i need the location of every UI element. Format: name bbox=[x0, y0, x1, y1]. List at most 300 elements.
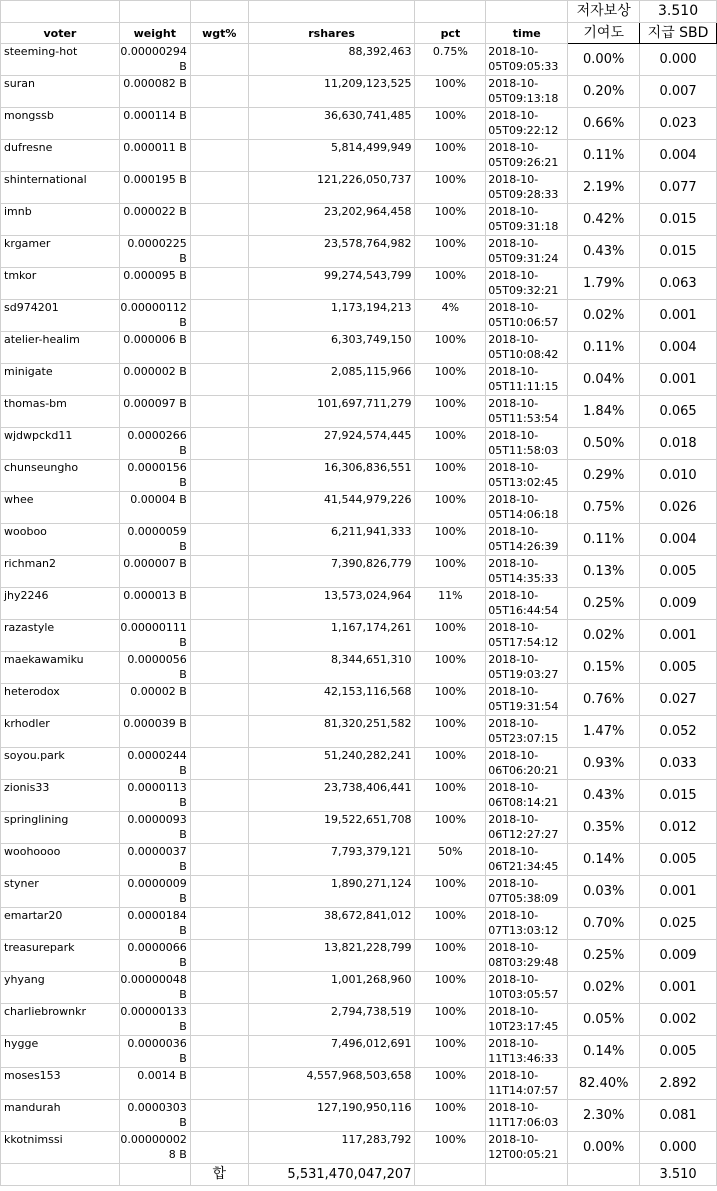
cell-pct: 4% bbox=[415, 300, 486, 332]
cell-weight: 0.0000056 B bbox=[119, 652, 190, 684]
cell-sbd: 0.033 bbox=[640, 748, 717, 780]
cell-weight: 0.00000048 B bbox=[119, 972, 190, 1004]
cell-pct: 100% bbox=[415, 76, 486, 108]
cell-pct: 100% bbox=[415, 204, 486, 236]
cell-weight: 0.0014 B bbox=[119, 1068, 190, 1100]
cell-sbd: 0.009 bbox=[640, 588, 717, 620]
cell-voter: dufresne bbox=[1, 140, 120, 172]
cell-voter: charliebrownkr bbox=[1, 1004, 120, 1036]
cell-rshares: 6,211,941,333 bbox=[248, 524, 415, 556]
table-row bbox=[1, 428, 717, 460]
cell-time: 2018-10-12T00:05:21 bbox=[486, 1132, 568, 1164]
blank-cell bbox=[119, 1, 190, 23]
cell-contrib: 0.75% bbox=[568, 492, 640, 524]
cell-contrib: 0.03% bbox=[568, 876, 640, 908]
cell-voter: hygge bbox=[1, 1036, 120, 1068]
cell-rshares: 99,274,543,799 bbox=[248, 268, 415, 300]
cell-rshares: 41,544,979,226 bbox=[248, 492, 415, 524]
cell-voter: suran bbox=[1, 76, 120, 108]
cell-sbd: 0.005 bbox=[640, 1036, 717, 1068]
header-voter: voter bbox=[1, 23, 120, 44]
cell-voter: sd974201 bbox=[1, 300, 120, 332]
cell-weight: 0.00000294 B bbox=[119, 44, 190, 76]
cell-time: 2018-10-11T17:06:03 bbox=[486, 1100, 568, 1132]
cell-pct: 100% bbox=[415, 748, 486, 780]
cell-contrib: 0.42% bbox=[568, 204, 640, 236]
cell-sbd: 0.015 bbox=[640, 204, 717, 236]
cell-weight: 0.000002 B bbox=[119, 364, 190, 396]
table-row bbox=[1, 908, 717, 940]
cell-sbd: 0.007 bbox=[640, 76, 717, 108]
blank-cell bbox=[486, 1164, 568, 1186]
cell-voter: jhy2246 bbox=[1, 588, 120, 620]
cell-wgt bbox=[190, 108, 248, 140]
header-pct: pct bbox=[415, 23, 486, 44]
cell-wgt bbox=[190, 844, 248, 876]
summary-label: 합 bbox=[190, 1164, 248, 1186]
cell-wgt bbox=[190, 524, 248, 556]
cell-voter: shinternational bbox=[1, 172, 120, 204]
cell-sbd: 0.018 bbox=[640, 428, 717, 460]
cell-contrib: 0.15% bbox=[568, 652, 640, 684]
cell-time: 2018-10-07T05:38:09 bbox=[486, 876, 568, 908]
cell-weight: 0.00000002 8 B bbox=[119, 1132, 190, 1164]
blank-cell bbox=[190, 1, 248, 23]
cell-sbd: 0.077 bbox=[640, 172, 717, 204]
cell-rshares: 23,578,764,982 bbox=[248, 236, 415, 268]
cell-time: 2018-10-05T10:08:42 bbox=[486, 332, 568, 364]
cell-pct: 100% bbox=[415, 812, 486, 844]
cell-contrib: 0.35% bbox=[568, 812, 640, 844]
cell-wgt bbox=[190, 812, 248, 844]
cell-time: 2018-10-05T09:31:24 bbox=[486, 236, 568, 268]
cell-time: 2018-10-05T09:28:33 bbox=[486, 172, 568, 204]
cell-pct: 100% bbox=[415, 364, 486, 396]
table-row bbox=[1, 588, 717, 620]
cell-wgt bbox=[190, 140, 248, 172]
cell-time: 2018-10-05T14:35:33 bbox=[486, 556, 568, 588]
cell-voter: razastyle bbox=[1, 620, 120, 652]
table-row bbox=[1, 876, 717, 908]
cell-contrib: 0.76% bbox=[568, 684, 640, 716]
cell-wgt bbox=[190, 492, 248, 524]
cell-sbd: 0.001 bbox=[640, 972, 717, 1004]
reward-value: 3.510 bbox=[640, 1, 717, 23]
table-row bbox=[1, 140, 717, 172]
cell-voter: soyou.park bbox=[1, 748, 120, 780]
cell-time: 2018-10-06T12:27:27 bbox=[486, 812, 568, 844]
cell-contrib: 0.66% bbox=[568, 108, 640, 140]
cell-pct: 100% bbox=[415, 332, 486, 364]
cell-rshares: 19,522,651,708 bbox=[248, 812, 415, 844]
cell-contrib: 0.11% bbox=[568, 524, 640, 556]
cell-weight: 0.0000059 B bbox=[119, 524, 190, 556]
cell-time: 2018-10-05T11:11:15 bbox=[486, 364, 568, 396]
table-row bbox=[1, 268, 717, 300]
cell-weight: 0.0000184 B bbox=[119, 908, 190, 940]
cell-voter: styner bbox=[1, 876, 120, 908]
cell-pct: 100% bbox=[415, 524, 486, 556]
cell-pct: 100% bbox=[415, 1132, 486, 1164]
cell-wgt bbox=[190, 1100, 248, 1132]
cell-sbd: 0.010 bbox=[640, 460, 717, 492]
cell-voter: richman2 bbox=[1, 556, 120, 588]
cell-contrib: 0.14% bbox=[568, 1036, 640, 1068]
blank-cell bbox=[486, 1, 568, 23]
header-sbd: 지급 SBD bbox=[640, 23, 717, 44]
cell-rshares: 8,344,651,310 bbox=[248, 652, 415, 684]
cell-voter: kkotnimssi bbox=[1, 1132, 120, 1164]
cell-pct: 100% bbox=[415, 684, 486, 716]
cell-pct: 100% bbox=[415, 652, 486, 684]
cell-contrib: 0.70% bbox=[568, 908, 640, 940]
cell-pct: 100% bbox=[415, 172, 486, 204]
cell-time: 2018-10-05T14:06:18 bbox=[486, 492, 568, 524]
table-row bbox=[1, 812, 717, 844]
cell-contrib: 0.93% bbox=[568, 748, 640, 780]
cell-weight: 0.000006 B bbox=[119, 332, 190, 364]
cell-pct: 100% bbox=[415, 1100, 486, 1132]
cell-time: 2018-10-05T09:31:18 bbox=[486, 204, 568, 236]
cell-weight: 0.000097 B bbox=[119, 396, 190, 428]
cell-time: 2018-10-11T13:46:33 bbox=[486, 1036, 568, 1068]
cell-sbd: 0.001 bbox=[640, 620, 717, 652]
cell-time: 2018-10-07T13:03:12 bbox=[486, 908, 568, 940]
cell-contrib: 0.00% bbox=[568, 44, 640, 76]
table-row bbox=[1, 1036, 717, 1068]
table-row bbox=[1, 76, 717, 108]
cell-pct: 100% bbox=[415, 716, 486, 748]
cell-weight: 0.0000156 B bbox=[119, 460, 190, 492]
cell-contrib: 0.00% bbox=[568, 1132, 640, 1164]
cell-rshares: 16,306,836,551 bbox=[248, 460, 415, 492]
cell-time: 2018-10-05T14:26:39 bbox=[486, 524, 568, 556]
cell-sbd: 0.005 bbox=[640, 844, 717, 876]
cell-time: 2018-10-05T09:32:21 bbox=[486, 268, 568, 300]
cell-wgt bbox=[190, 652, 248, 684]
cell-sbd: 0.023 bbox=[640, 108, 717, 140]
header-wgt: wgt% bbox=[190, 23, 248, 44]
cell-weight: 0.00000133 B bbox=[119, 1004, 190, 1036]
cell-wgt bbox=[190, 396, 248, 428]
cell-wgt bbox=[190, 972, 248, 1004]
cell-contrib: 0.14% bbox=[568, 844, 640, 876]
cell-wgt bbox=[190, 748, 248, 780]
cell-weight: 0.0000303 B bbox=[119, 1100, 190, 1132]
table-row bbox=[1, 940, 717, 972]
cell-pct: 11% bbox=[415, 588, 486, 620]
cell-rshares: 23,202,964,458 bbox=[248, 204, 415, 236]
cell-wgt bbox=[190, 684, 248, 716]
cell-voter: imnb bbox=[1, 204, 120, 236]
cell-sbd: 0.015 bbox=[640, 780, 717, 812]
cell-pct: 100% bbox=[415, 140, 486, 172]
cell-wgt bbox=[190, 204, 248, 236]
cell-time: 2018-10-06T06:20:21 bbox=[486, 748, 568, 780]
cell-rshares: 51,240,282,241 bbox=[248, 748, 415, 780]
cell-weight: 0.0000037 B bbox=[119, 844, 190, 876]
table-row bbox=[1, 524, 717, 556]
cell-wgt bbox=[190, 716, 248, 748]
cell-time: 2018-10-05T17:54:12 bbox=[486, 620, 568, 652]
cell-voter: chunseungho bbox=[1, 460, 120, 492]
table-row bbox=[1, 620, 717, 652]
cell-contrib: 0.02% bbox=[568, 300, 640, 332]
cell-weight: 0.00004 B bbox=[119, 492, 190, 524]
cell-pct: 100% bbox=[415, 108, 486, 140]
cell-weight: 0.000039 B bbox=[119, 716, 190, 748]
cell-rshares: 101,697,711,279 bbox=[248, 396, 415, 428]
cell-sbd: 0.005 bbox=[640, 556, 717, 588]
cell-contrib: 1.47% bbox=[568, 716, 640, 748]
table-row bbox=[1, 1100, 717, 1132]
cell-wgt bbox=[190, 172, 248, 204]
table-row bbox=[1, 492, 717, 524]
cell-sbd: 0.012 bbox=[640, 812, 717, 844]
cell-sbd: 0.009 bbox=[640, 940, 717, 972]
cell-pct: 100% bbox=[415, 268, 486, 300]
cell-weight: 0.00000111 B bbox=[119, 620, 190, 652]
table-row bbox=[1, 236, 717, 268]
cell-rshares: 1,890,271,124 bbox=[248, 876, 415, 908]
cell-sbd: 0.004 bbox=[640, 332, 717, 364]
cell-sbd: 0.081 bbox=[640, 1100, 717, 1132]
cell-wgt bbox=[190, 620, 248, 652]
cell-rshares: 42,153,116,568 bbox=[248, 684, 415, 716]
cell-wgt bbox=[190, 268, 248, 300]
cell-time: 2018-10-08T03:29:48 bbox=[486, 940, 568, 972]
cell-wgt bbox=[190, 236, 248, 268]
blank-cell bbox=[1, 1, 120, 23]
cell-time: 2018-10-05T19:03:27 bbox=[486, 652, 568, 684]
table-row bbox=[1, 108, 717, 140]
cell-rshares: 1,173,194,213 bbox=[248, 300, 415, 332]
cell-weight: 0.000095 B bbox=[119, 268, 190, 300]
cell-sbd: 0.005 bbox=[640, 652, 717, 684]
cell-wgt bbox=[190, 780, 248, 812]
cell-pct: 100% bbox=[415, 1068, 486, 1100]
cell-contrib: 0.20% bbox=[568, 76, 640, 108]
table-row bbox=[1, 780, 717, 812]
cell-wgt bbox=[190, 76, 248, 108]
cell-rshares: 6,303,749,150 bbox=[248, 332, 415, 364]
cell-voter: atelier-healim bbox=[1, 332, 120, 364]
table-row bbox=[1, 748, 717, 780]
cell-sbd: 0.001 bbox=[640, 300, 717, 332]
cell-rshares: 2,085,115,966 bbox=[248, 364, 415, 396]
cell-time: 2018-10-05T09:13:18 bbox=[486, 76, 568, 108]
cell-weight: 0.0000009 B bbox=[119, 876, 190, 908]
cell-voter: mongssb bbox=[1, 108, 120, 140]
cell-pct: 0.75% bbox=[415, 44, 486, 76]
cell-voter: maekawamiku bbox=[1, 652, 120, 684]
cell-rshares: 1,001,268,960 bbox=[248, 972, 415, 1004]
cell-rshares: 23,738,406,441 bbox=[248, 780, 415, 812]
cell-wgt bbox=[190, 556, 248, 588]
blank-cell bbox=[415, 1, 486, 23]
cell-rshares: 13,821,228,799 bbox=[248, 940, 415, 972]
cell-contrib: 0.11% bbox=[568, 140, 640, 172]
table-row bbox=[1, 556, 717, 588]
cell-wgt bbox=[190, 460, 248, 492]
cell-contrib: 1.79% bbox=[568, 268, 640, 300]
cell-rshares: 38,672,841,012 bbox=[248, 908, 415, 940]
header-weight: weight bbox=[119, 23, 190, 44]
cell-wgt bbox=[190, 1036, 248, 1068]
cell-wgt bbox=[190, 588, 248, 620]
cell-contrib: 0.43% bbox=[568, 236, 640, 268]
cell-voter: whee bbox=[1, 492, 120, 524]
cell-voter: moses153 bbox=[1, 1068, 120, 1100]
cell-pct: 100% bbox=[415, 492, 486, 524]
cell-time: 2018-10-05T16:44:54 bbox=[486, 588, 568, 620]
cell-weight: 0.000007 B bbox=[119, 556, 190, 588]
cell-pct: 100% bbox=[415, 1036, 486, 1068]
cell-weight: 0.0000066 B bbox=[119, 940, 190, 972]
cell-wgt bbox=[190, 428, 248, 460]
reward-label: 저자보상 bbox=[568, 1, 640, 23]
summary-rshares: 5,531,470,047,207 bbox=[248, 1164, 415, 1186]
cell-time: 2018-10-05T09:22:12 bbox=[486, 108, 568, 140]
cell-rshares: 5,814,499,949 bbox=[248, 140, 415, 172]
table-row bbox=[1, 716, 717, 748]
cell-rshares: 27,924,574,445 bbox=[248, 428, 415, 460]
cell-time: 2018-10-06T21:34:45 bbox=[486, 844, 568, 876]
cell-contrib: 0.25% bbox=[568, 588, 640, 620]
cell-contrib: 0.29% bbox=[568, 460, 640, 492]
cell-wgt bbox=[190, 1004, 248, 1036]
table-row bbox=[1, 1132, 717, 1164]
cell-pct: 100% bbox=[415, 236, 486, 268]
table-row bbox=[1, 652, 717, 684]
table-row bbox=[1, 300, 717, 332]
cell-voter: minigate bbox=[1, 364, 120, 396]
header-time: time bbox=[486, 23, 568, 44]
cell-rshares: 127,190,950,116 bbox=[248, 1100, 415, 1132]
cell-weight: 0.0000244 B bbox=[119, 748, 190, 780]
cell-voter: tmkor bbox=[1, 268, 120, 300]
cell-wgt bbox=[190, 332, 248, 364]
cell-pct: 100% bbox=[415, 908, 486, 940]
reward-row bbox=[1, 1, 717, 23]
cell-sbd: 0.015 bbox=[640, 236, 717, 268]
cell-wgt bbox=[190, 300, 248, 332]
cell-sbd: 0.000 bbox=[640, 1132, 717, 1164]
cell-rshares: 7,793,379,121 bbox=[248, 844, 415, 876]
cell-rshares: 88,392,463 bbox=[248, 44, 415, 76]
cell-voter: wjdwpckd11 bbox=[1, 428, 120, 460]
cell-weight: 0.0000225 B bbox=[119, 236, 190, 268]
cell-contrib: 1.84% bbox=[568, 396, 640, 428]
cell-rshares: 7,496,012,691 bbox=[248, 1036, 415, 1068]
table-row bbox=[1, 396, 717, 428]
cell-contrib: 0.13% bbox=[568, 556, 640, 588]
cell-weight: 0.000013 B bbox=[119, 588, 190, 620]
cell-wgt bbox=[190, 940, 248, 972]
table-row bbox=[1, 684, 717, 716]
cell-sbd: 0.063 bbox=[640, 268, 717, 300]
cell-time: 2018-10-05T09:26:21 bbox=[486, 140, 568, 172]
cell-sbd: 0.004 bbox=[640, 524, 717, 556]
blank-cell bbox=[1, 1164, 120, 1186]
cell-contrib: 0.02% bbox=[568, 620, 640, 652]
cell-weight: 0.0000093 B bbox=[119, 812, 190, 844]
cell-voter: thomas-bm bbox=[1, 396, 120, 428]
cell-pct: 100% bbox=[415, 428, 486, 460]
table-row bbox=[1, 172, 717, 204]
cell-rshares: 2,794,738,519 bbox=[248, 1004, 415, 1036]
cell-time: 2018-10-05T10:06:57 bbox=[486, 300, 568, 332]
cell-voter: krgamer bbox=[1, 236, 120, 268]
cell-contrib: 0.05% bbox=[568, 1004, 640, 1036]
header-row bbox=[1, 23, 717, 44]
cell-rshares: 36,630,741,485 bbox=[248, 108, 415, 140]
cell-contrib: 0.50% bbox=[568, 428, 640, 460]
cell-time: 2018-10-05T11:53:54 bbox=[486, 396, 568, 428]
table-row bbox=[1, 972, 717, 1004]
cell-wgt bbox=[190, 44, 248, 76]
cell-time: 2018-10-11T14:07:57 bbox=[486, 1068, 568, 1100]
cell-time: 2018-10-05T19:31:54 bbox=[486, 684, 568, 716]
summary-sbd: 3.510 bbox=[640, 1164, 717, 1186]
cell-voter: mandurah bbox=[1, 1100, 120, 1132]
cell-time: 2018-10-05T23:07:15 bbox=[486, 716, 568, 748]
cell-voter: steeming-hot bbox=[1, 44, 120, 76]
cell-weight: 0.0000113 B bbox=[119, 780, 190, 812]
cell-voter: yhyang bbox=[1, 972, 120, 1004]
cell-time: 2018-10-06T08:14:21 bbox=[486, 780, 568, 812]
cell-sbd: 0.001 bbox=[640, 364, 717, 396]
cell-voter: heterodox bbox=[1, 684, 120, 716]
cell-time: 2018-10-05T09:05:33 bbox=[486, 44, 568, 76]
cell-contrib: 0.04% bbox=[568, 364, 640, 396]
cell-rshares: 1,167,174,261 bbox=[248, 620, 415, 652]
table-row bbox=[1, 1004, 717, 1036]
cell-contrib: 0.11% bbox=[568, 332, 640, 364]
cell-sbd: 0.025 bbox=[640, 908, 717, 940]
cell-sbd: 0.004 bbox=[640, 140, 717, 172]
cell-time: 2018-10-05T13:02:45 bbox=[486, 460, 568, 492]
cell-rshares: 117,283,792 bbox=[248, 1132, 415, 1164]
cell-weight: 0.0000266 B bbox=[119, 428, 190, 460]
cell-pct: 100% bbox=[415, 972, 486, 1004]
cell-voter: wooboo bbox=[1, 524, 120, 556]
header-rshares: rshares bbox=[248, 23, 415, 44]
cell-wgt bbox=[190, 876, 248, 908]
cell-weight: 0.000082 B bbox=[119, 76, 190, 108]
cell-sbd: 0.065 bbox=[640, 396, 717, 428]
cell-pct: 100% bbox=[415, 396, 486, 428]
cell-weight: 0.0000036 B bbox=[119, 1036, 190, 1068]
cell-weight: 0.000011 B bbox=[119, 140, 190, 172]
cell-contrib: 82.40% bbox=[568, 1068, 640, 1100]
cell-sbd: 0.052 bbox=[640, 716, 717, 748]
cell-sbd: 0.000 bbox=[640, 44, 717, 76]
cell-pct: 100% bbox=[415, 556, 486, 588]
table-row bbox=[1, 332, 717, 364]
table-row bbox=[1, 844, 717, 876]
cell-pct: 100% bbox=[415, 940, 486, 972]
cell-wgt bbox=[190, 1068, 248, 1100]
cell-pct: 100% bbox=[415, 1004, 486, 1036]
header-contrib: 기여도 bbox=[568, 23, 640, 44]
cell-voter: springlining bbox=[1, 812, 120, 844]
cell-wgt bbox=[190, 908, 248, 940]
table-row bbox=[1, 1068, 717, 1100]
cell-rshares: 11,209,123,525 bbox=[248, 76, 415, 108]
cell-voter: krhodler bbox=[1, 716, 120, 748]
blank-cell bbox=[119, 1164, 190, 1186]
